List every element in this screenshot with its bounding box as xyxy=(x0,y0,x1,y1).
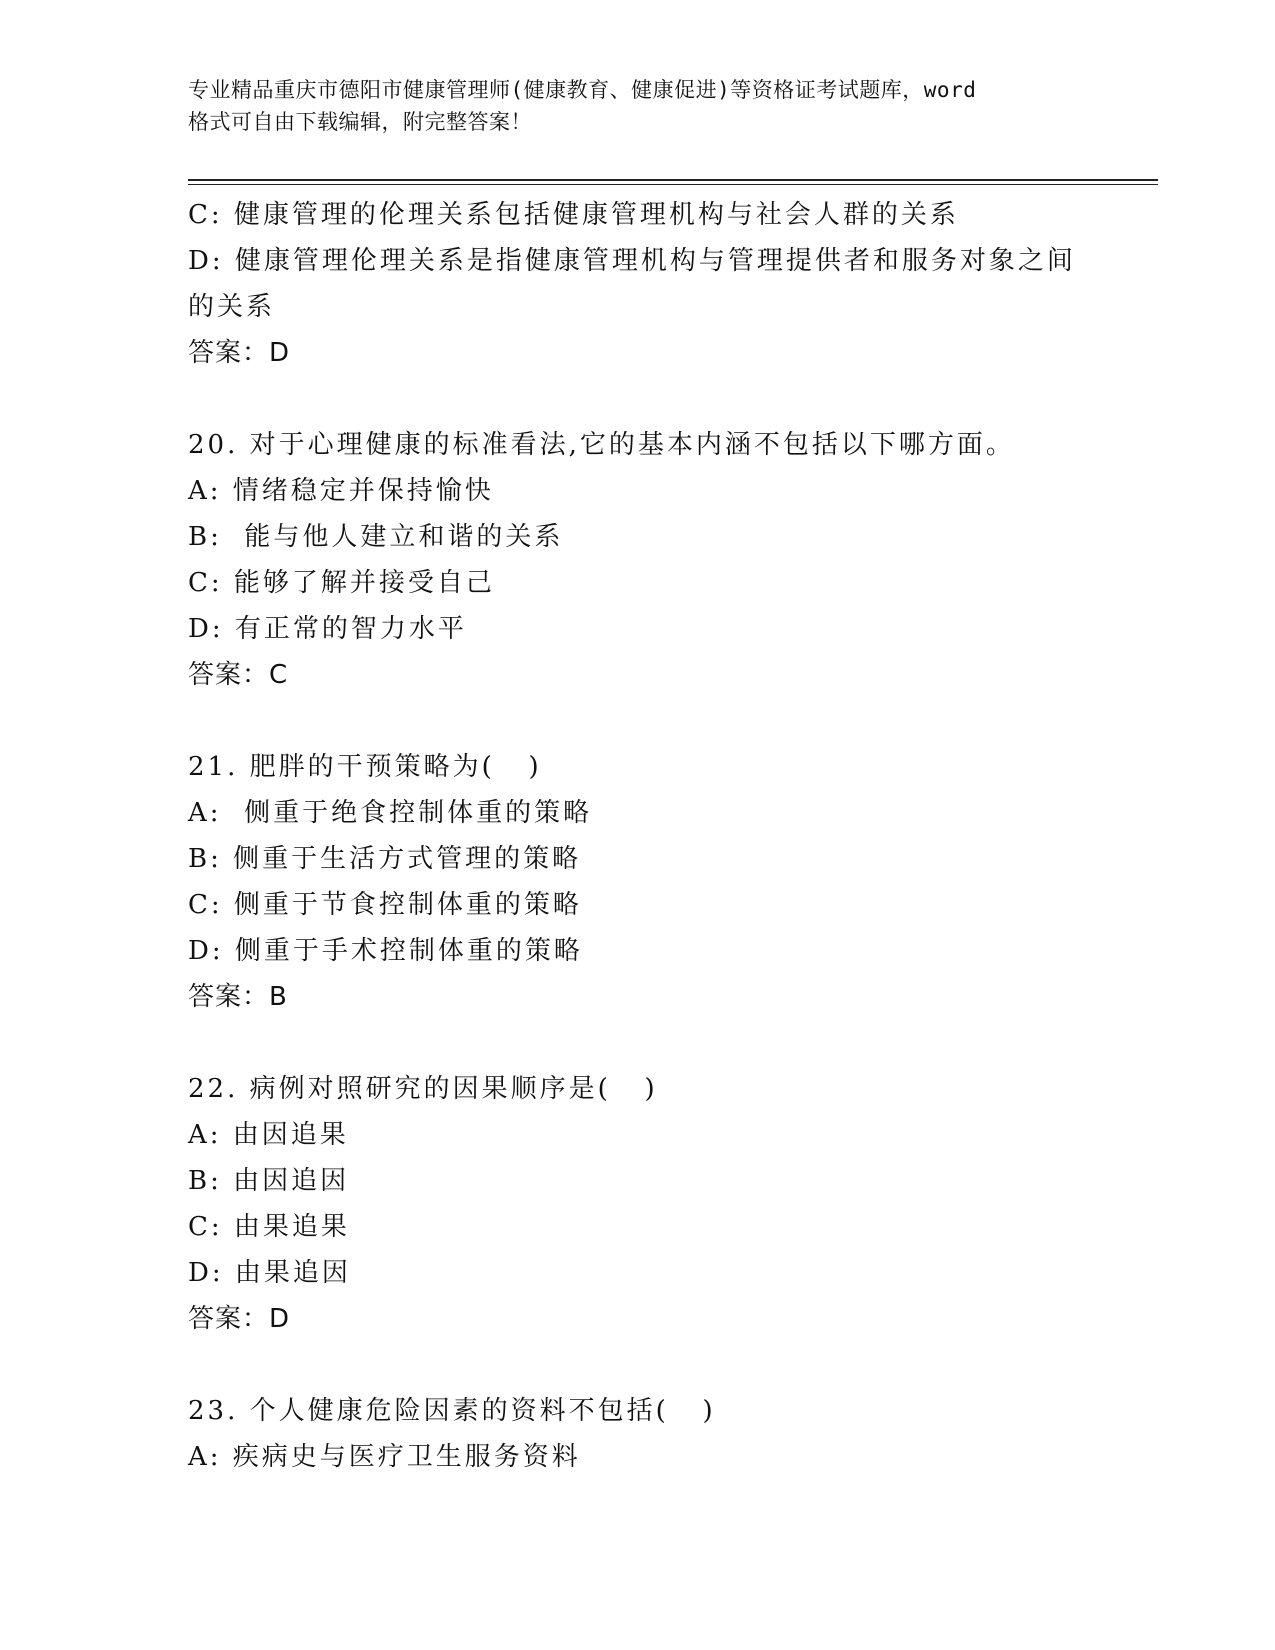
question-list xyxy=(188,192,1088,1480)
question-stem: 20. 对于心理健康的标准看法,它的基本内涵不包括以下哪方面。 xyxy=(188,430,1015,460)
question-stem: 22. 病例对照研究的因果顺序是( ) xyxy=(188,1074,658,1104)
answer: 答案：D xyxy=(188,1304,291,1334)
option-b: B: 由因追因 xyxy=(188,1166,350,1196)
option-b: B: 能与他人建立和谐的关系 xyxy=(188,522,564,552)
header-line-1: 专业精品重庆市德阳市健康管理师(健康教育、健康促进)等资格证考试题库，word xyxy=(188,78,977,102)
document-header xyxy=(188,74,1088,138)
header-divider-thick xyxy=(188,179,1158,181)
option-a: A: 侧重于绝食控制体重的策略 xyxy=(188,798,593,828)
header-line-2: 格式可自由下载编辑，附完整答案！ xyxy=(188,110,532,134)
option-c: C: 侧重于节食控制体重的策略 xyxy=(188,890,582,920)
previous-question-tail xyxy=(188,192,1088,376)
question-23 xyxy=(188,1388,1088,1480)
option-d: D: 侧重于手术控制体重的策略 xyxy=(188,936,583,966)
option-b: B: 侧重于生活方式管理的策略 xyxy=(188,844,582,874)
answer: 答案：C xyxy=(188,660,289,690)
option-a: A: 由因追果 xyxy=(188,1120,349,1150)
question-stem: 23. 个人健康危险因素的资料不包括( ) xyxy=(188,1396,716,1426)
question-22 xyxy=(188,1066,1088,1342)
option-c: C: 能够了解并接受自己 xyxy=(188,568,495,598)
question-20 xyxy=(188,422,1088,698)
answer: 答案：B xyxy=(188,982,288,1012)
option-d: D: 健康管理伦理关系是指健康管理机构与管理提供者和服务对象之间 xyxy=(188,246,1076,276)
header-divider-thin xyxy=(188,184,1158,185)
answer: 答案：D xyxy=(188,338,291,368)
option-d-continued: 的关系 xyxy=(188,292,276,322)
option-a: A: 情绪稳定并保持愉快 xyxy=(188,476,494,506)
option-c: C: 健康管理的伦理关系包括健康管理机构与社会人群的关系 xyxy=(188,200,959,230)
option-d: D: 有正常的智力水平 xyxy=(188,614,467,644)
question-21 xyxy=(188,744,1088,1020)
option-a: A: 疾病史与医疗卫生服务资料 xyxy=(188,1442,581,1472)
option-d: D: 由果追因 xyxy=(188,1258,351,1288)
question-stem: 21. 肥胖的干预策略为( ) xyxy=(188,752,542,782)
option-c: C: 由果追果 xyxy=(188,1212,350,1242)
